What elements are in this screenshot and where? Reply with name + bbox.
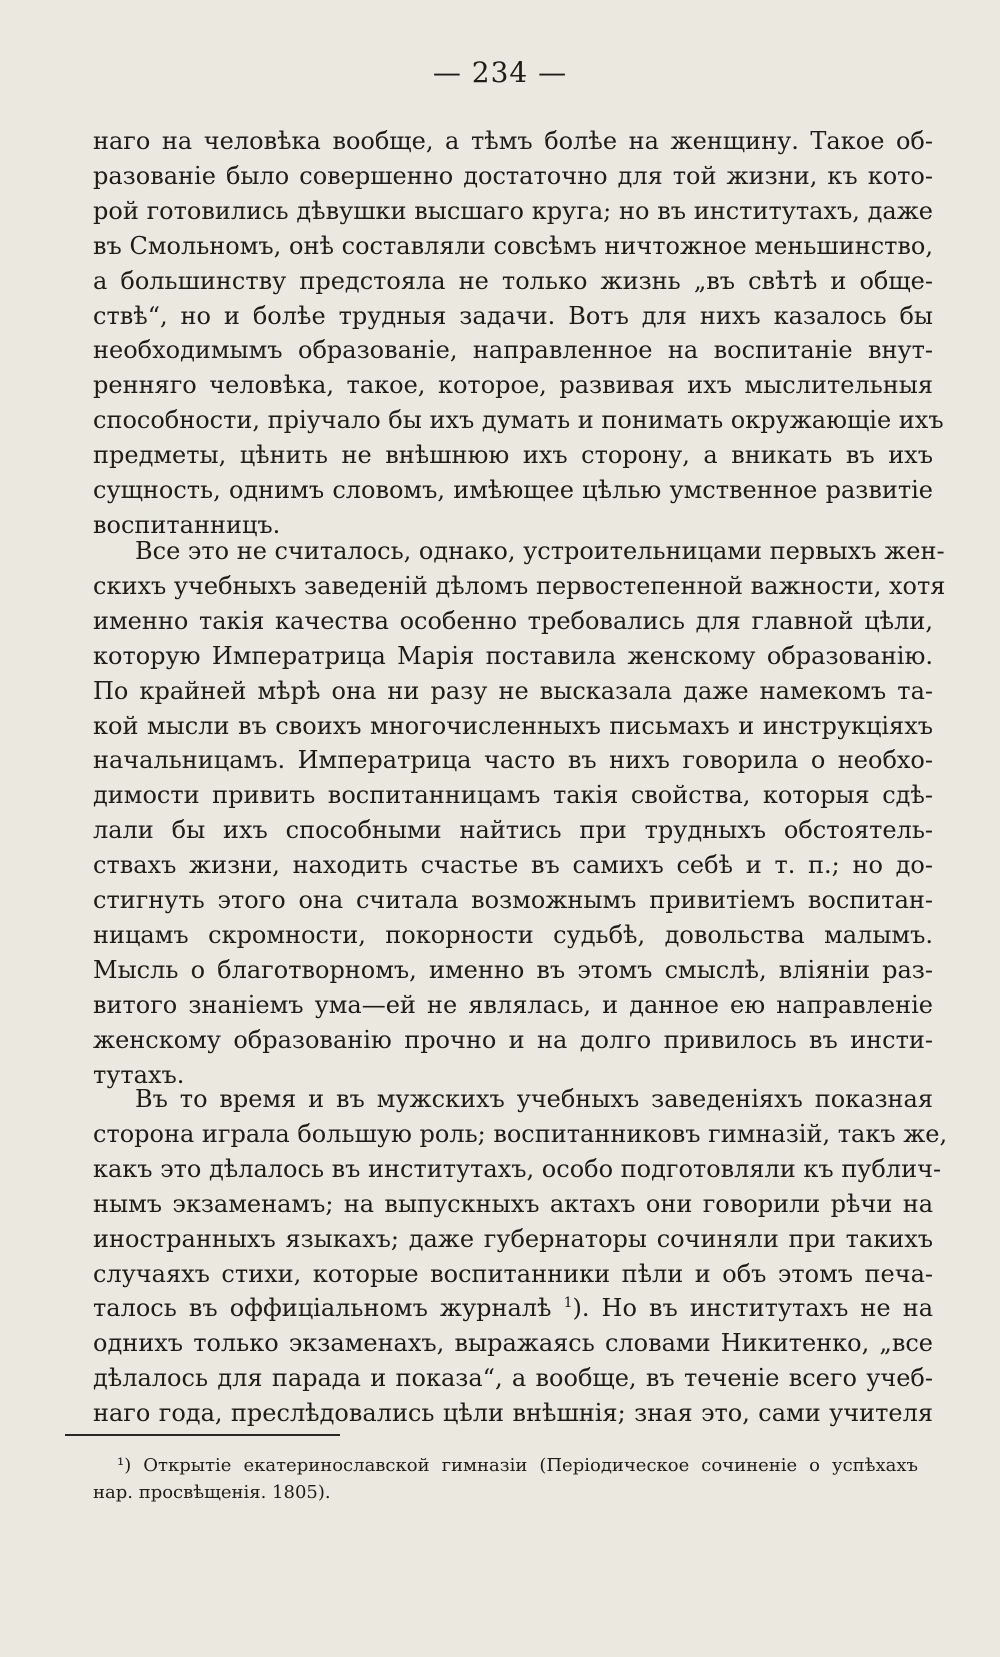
text-fragment: ). Но въ институтахъ не на xyxy=(572,1294,934,1323)
paragraph-3 xyxy=(93,1082,948,1431)
paragraph-2 xyxy=(93,534,946,1093)
footnote-line xyxy=(93,1452,918,1479)
text-line: сторона играла большую роль; воспитанниковъ гимназій, такъ же, xyxy=(93,1119,948,1148)
text-line: димости привить воспитанницамъ такія свойства, которыя сдѣ- xyxy=(93,781,933,810)
text-line: однихъ только экзаменахъ, выражаясь словами Никитенко, „все xyxy=(93,1329,933,1358)
text-line: дѣлалось для парада и показа“, а вообще, въ теченіе всего учеб- xyxy=(93,1364,933,1393)
text-line: Все это не считалось, однако, устроительницами первыхъ жен- xyxy=(135,537,945,565)
text-line: способности, пріучало бы ихъ думать и понимать окружающіе ихъ xyxy=(93,406,944,435)
text-line: женскому образованію прочно и на долго привилось въ инсти- xyxy=(93,1025,933,1054)
text-line: сущность, однимъ словомъ, имѣющее цѣлью умственное развитіе xyxy=(93,476,933,505)
page-number: — 234 — xyxy=(432,56,568,89)
text-line: которую Императрица Марія поставила женскому образованію. xyxy=(93,641,933,670)
text-line: въ Смольномъ, онѣ составляли совсѣмъ ничтожное меньшинство, xyxy=(93,231,933,260)
text-line: скихъ учебныхъ заведеній дѣломъ первостепенной важности, хотя xyxy=(93,571,946,600)
text-line: Мысль о благотворномъ, именно въ этомъ смыслѣ, вліяніи раз- xyxy=(93,955,933,984)
text-line: именно такія качества особенно требовались для главной цѣли, xyxy=(93,606,933,635)
footnote-reference: 1 xyxy=(563,1295,573,1312)
text-line: начальницамъ. Императрица часто въ нихъ говорила о необхо- xyxy=(93,746,933,775)
text-line: лали бы ихъ способными найтись при трудныхъ обстоятель- xyxy=(93,816,933,845)
text-line: ренняго человѣка, такое, которое, развивая ихъ мыслительныя xyxy=(93,371,933,400)
text-line: наго года, преслѣдовались цѣли внѣшнія; зная это, сами учителя xyxy=(93,1399,933,1428)
text-line: предметы, цѣнить не внѣшнюю ихъ сторону, а вникать въ ихъ xyxy=(93,441,933,470)
text-fragment: талось въ оффиціальномъ журналѣ xyxy=(93,1294,552,1323)
text-line: иностранныхъ языкахъ; даже губернаторы сочиняли при такихъ xyxy=(93,1224,933,1253)
text-line: разованіе было совершенно достаточно для той жизни, къ кото- xyxy=(93,161,933,190)
text-line: кой мысли въ своихъ многочисленныхъ письмахъ и инструкціяхъ xyxy=(93,711,933,740)
footnote-text: Открытіе екатеринославской гимназіи (Періодическое сочиненіе о успѣхахъ xyxy=(143,1455,918,1476)
text-line: тутахъ. xyxy=(93,1060,185,1089)
text-line: нымъ экзаменамъ; на выпускныхъ актахъ они говорили рѣчи на xyxy=(93,1189,933,1218)
text-line: рой готовились дѣвушки высшаго круга; но въ институтахъ, даже xyxy=(93,196,933,225)
text-line: По крайней мѣрѣ она ни разу не высказала даже намекомъ та- xyxy=(93,676,933,705)
text-line: какъ это дѣлалось въ институтахъ, особо подготовляли къ публич- xyxy=(93,1154,942,1183)
text-line: ницамъ скромности, покорности судьбѣ, довольства малымъ. xyxy=(93,920,933,949)
text-line-with-footnote xyxy=(93,1291,933,1326)
text-line: необходимымъ образованіе, направленное на воспитаніе внут- xyxy=(93,336,933,365)
text-line: а большинству предстояла не только жизнь „въ свѣтѣ и обще- xyxy=(93,266,933,295)
text-line: наго на человѣка вообще, а тѣмъ болѣе на женщину. Такое об- xyxy=(93,127,933,155)
footnote-marker: ¹) xyxy=(117,1455,132,1476)
footnote-divider xyxy=(65,1434,340,1436)
text-line: Въ то время и въ мужскихъ учебныхъ заведеніяхъ показная xyxy=(135,1085,933,1113)
text-line: ствахъ жизни, находить счастье въ самихъ себѣ и т. п.; но до- xyxy=(93,851,933,880)
text-line: стигнуть этого она считала возможнымъ привитіемъ воспитан- xyxy=(93,886,933,915)
text-line: витого знаніемъ ума—ей не являлась, и данное ею направленіе xyxy=(93,990,933,1019)
text-line: случаяхъ стихи, которые воспитанники пѣли и объ этомъ печа- xyxy=(93,1259,933,1288)
text-line: воспитанницъ. xyxy=(93,510,281,539)
footnote-line: нар. просвѣщенія. 1805). xyxy=(93,1482,331,1503)
text-line: ствѣ“, но и болѣе трудныя задачи. Вотъ для нихъ казалось бы xyxy=(93,301,933,330)
footnote xyxy=(93,1452,918,1506)
paragraph-1 xyxy=(93,124,944,543)
